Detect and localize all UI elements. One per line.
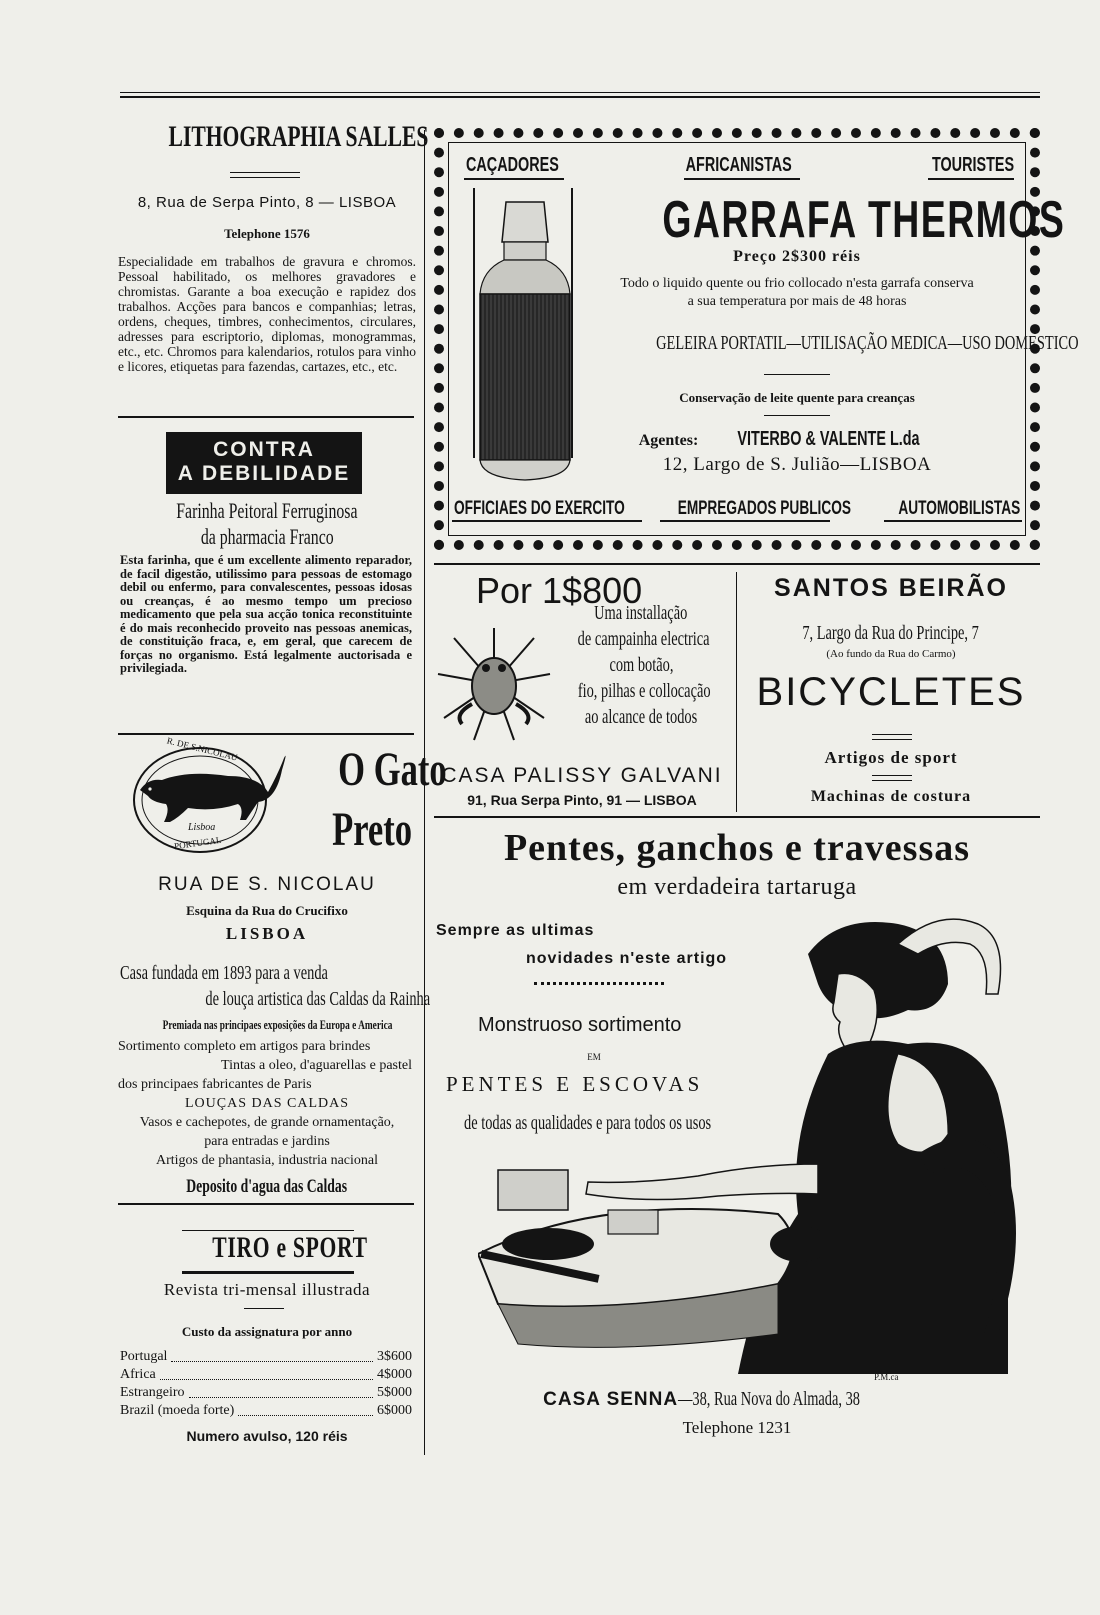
thermos-top-left: CAÇADORES: [466, 154, 559, 176]
thermos-desc-line1: Todo o liquido quente ou frio collocado n'esta garrafa conserva: [620, 276, 974, 291]
gato-deposito: Deposito d'agua das Caldas: [186, 1176, 348, 1197]
senna-line1: Sempre as ultimas: [436, 922, 595, 939]
casa-senna-ad: [434, 822, 1040, 1452]
comb-case: [608, 1210, 658, 1234]
gato-city: LISBOA: [225, 924, 309, 943]
santos-beirao-note: (Ao fundo da Rua do Carmo): [826, 648, 956, 660]
santos-beirao-bicycletes: BICYCLETES: [756, 670, 1026, 714]
cat-eye: [148, 787, 151, 790]
debilidade-banner-line1: CONTRA: [213, 438, 315, 461]
gato-awards: Premiada nas principaes exposições da Europa e America: [162, 1017, 393, 1032]
santos-beirao-ad: [742, 570, 1040, 816]
frog-body: [472, 658, 516, 714]
palissy-line5: ao alcance de todos: [584, 706, 698, 728]
hairbrush-left: [502, 1228, 594, 1260]
gato-corner: Esquina da Rua do Crucifixo: [186, 903, 348, 918]
debilidade-banner: [166, 432, 362, 494]
woman-with-combs-illustration: [478, 914, 1038, 1384]
bottle-body: [480, 294, 570, 460]
gato-title-line1: O Gato: [338, 743, 447, 796]
tiro-sport-cost-header: Custo da assignatura por anno: [181, 1324, 353, 1339]
thermos-price: Preço 2$300 réis: [733, 248, 861, 265]
senna-em: EM: [587, 1052, 601, 1062]
palissy-name: CASA PALISSY GALVANI: [441, 764, 723, 787]
bottle-shoulder: [480, 260, 570, 294]
senna-footer-name: CASA SENNA: [543, 1389, 679, 1410]
palissy-address: 91, Rua Serpa Pinto, 91 — LISBOA: [467, 792, 697, 808]
debilidade-banner-line2: A DEBILIDADE: [177, 462, 351, 485]
senna-line2: novidades n'este artigo: [526, 950, 728, 967]
thermos-uses: GELEIRA PORTATIL—UTILISAÇÃO MEDICA—USO DOMESTICO: [656, 332, 1079, 354]
price-row: [120, 1366, 412, 1384]
senna-signature: P.M.ca: [874, 1372, 899, 1382]
price-row: [120, 1348, 412, 1366]
santos-beirao-sport: Artigos de sport: [824, 748, 958, 767]
thermos-ad: [434, 128, 1079, 550]
gato-line-f: Artigos de phantasia, industria nacional: [156, 1153, 378, 1168]
palissy-ad: [434, 568, 730, 814]
lithographia-address: 8, Rua de Serpa Pinto, 8 — LISBOA: [137, 194, 397, 211]
frog-eye-right: [498, 664, 506, 672]
palissy-price: Por 1$800: [476, 570, 643, 611]
price-place: Portugal: [120, 1349, 168, 1364]
senna-telephone: Telephone 1231: [682, 1418, 792, 1437]
price-row: [120, 1384, 412, 1402]
lithographia-body: Especialidade em trabalhos de gravura e chromos. Pessoal habilitado, os melhores gravadores e chromistas. Garante a boa execução e rapidez dos trabalhos. Acções para bancos e companhias; letras, ordens, cheques, timbres, conhecimentos, circulares, adresses para escriptorio, diplomas, monogrammas, etc., etc. Chromos para kalendarios, rotulos para vinho e licores, etiquetas para fazendas, cartazes, etc., etc.: [118, 254, 416, 374]
gato-founded-line1: Casa fundada em 1893 para a venda: [120, 962, 328, 984]
price-row: [120, 1402, 412, 1420]
palissy-line3: com botão,: [609, 654, 673, 676]
palissy-line1: Uma installação: [594, 602, 688, 624]
debilidade-product-line2: da pharmacia Franco: [200, 524, 334, 549]
thermos-top-right: TOURISTES: [931, 154, 1014, 176]
debilidade-ad: [118, 432, 416, 722]
thermos-top-mid: AFRICANISTAS: [685, 154, 793, 176]
frog-bell-button-illustration: [434, 624, 554, 744]
gato-line-a: Sortimento completo em artigos para brindes: [118, 1039, 371, 1054]
gato-line-b: Tintas a oleo, d'aguarellas e pastel: [221, 1058, 412, 1073]
senna-line5: de todas as qualidades e para todos os usos: [464, 1112, 712, 1134]
thermos-desc-line2: a sua temperatura por mais de 48 horas: [687, 294, 907, 309]
price-value: 6$000: [377, 1403, 412, 1418]
price-place: Africa: [120, 1367, 156, 1382]
gato-title-line2: Preto: [332, 803, 412, 856]
gato-line-c: dos principaes fabricantes de Paris: [118, 1077, 312, 1092]
thermos-bottom-left: OFFICIAES DO EXERCITO: [454, 498, 625, 519]
bottle-base: [480, 460, 570, 480]
price-place: Brazil (moeda forte): [120, 1403, 235, 1418]
lithographia-title: LITHOGRAPHIA SALLES: [168, 120, 429, 153]
palissy-line4: fio, pilhas e collocação: [577, 680, 711, 702]
thermos-agents-address: 12, Largo de S. Julião—LISBOA: [662, 454, 932, 475]
santos-beirao-address: 7, Largo da Rua do Principe, 7: [802, 622, 980, 644]
price-value: 4$000: [377, 1367, 412, 1382]
lithographia-ad: [118, 120, 429, 410]
lithographia-telephone: Telephone 1576: [224, 226, 310, 241]
thermos-conservacao: Conservação de leite quente para creanças: [679, 390, 915, 405]
price-value: 5$000: [377, 1385, 412, 1400]
stamp-top-text: R. DE S.NICOLAU: [165, 735, 239, 763]
senna-footer-address: —38, Rua Nova do Almada, 38: [678, 1388, 861, 1410]
thermos-bottom-right: AUTOMOBILISTAS: [898, 498, 1020, 519]
gato-line-e: para entradas e jardins: [204, 1134, 330, 1149]
woman-arm-reaching: [586, 1164, 818, 1200]
senna-line3: Monstruoso sortimento: [478, 1014, 682, 1036]
senna-subtitle: em verdadeira tartaruga: [617, 874, 857, 900]
price-place: Estrangeiro: [120, 1385, 185, 1400]
price-value: 3$600: [377, 1349, 412, 1364]
debilidade-body: Esta farinha, que é um excellente alimento reparador, de facil digestão, utilissimo para pessoas de estomago debil ou enfermo, para convalescentes, pessoas idosas ou creanças, é ao mesmo tempo um precioso medicamento que pela sua acção tonica reconstituinte é do mais reconhecido proveito nas pessoas anemicas, de constituição fraca, e, em geral, que carecem de forças no organismo. Está legalmente auctorisada e privilegiada.: [120, 553, 412, 675]
gato-preto-ad: [118, 735, 447, 1197]
gato-street: RUA DE S. NICOLAU: [158, 874, 376, 895]
tiro-sport-logo-text: TIRO e SPORT: [212, 1231, 368, 1264]
tiro-sport-ad: [118, 1220, 416, 1450]
tiro-sport-price-table: [120, 1348, 412, 1420]
debilidade-product-line1: Farinha Peitoral Ferruginosa: [176, 498, 358, 523]
tiro-sport-subtitle: Revista tri-mensal illustrada: [163, 1280, 371, 1299]
woman-dress: [738, 1041, 1011, 1374]
bottle-cap: [502, 202, 548, 242]
gato-line-d: Vasos e cachepotes, de grande ornamentação,: [139, 1115, 395, 1130]
senna-title: Pentes, ganchos e travessas: [503, 827, 971, 869]
comb-box: [498, 1170, 568, 1210]
thermos-bottle-illustration: [468, 188, 578, 488]
thermos-agents-label: Agentes:: [638, 432, 699, 449]
thermos-bottom-mid: EMPREGADOS PUBLICOS: [677, 498, 852, 519]
palissy-line2: de campainha electrica: [577, 628, 710, 650]
gato-founded-line2: de louça artistica das Caldas da Rainha: [205, 988, 431, 1010]
stamp-city-text: Lisboa: [188, 822, 216, 833]
stamp-country-text: PORTUGAL: [173, 834, 222, 852]
santos-beirao-title: SANTOS BEIRÃO: [774, 574, 1008, 602]
senna-line4: PENTES E ESCOVAS: [446, 1072, 704, 1096]
tiro-sport-logo: [182, 1230, 368, 1274]
santos-beirao-machinas: Machinas de costura: [810, 788, 972, 805]
thermos-title: GARRAFA THERMOS: [662, 191, 1066, 249]
frog-eye-left: [482, 664, 490, 672]
hand-mirror: [770, 1226, 830, 1262]
tiro-sport-avulso: Numero avulso, 120 réis: [186, 1428, 348, 1444]
thermos-agents-name: VITERBO & VALENTE L.da: [737, 428, 920, 450]
bottle-neck: [504, 242, 546, 260]
gato-loucas: LOUÇAS DAS CALDAS: [184, 1096, 350, 1111]
